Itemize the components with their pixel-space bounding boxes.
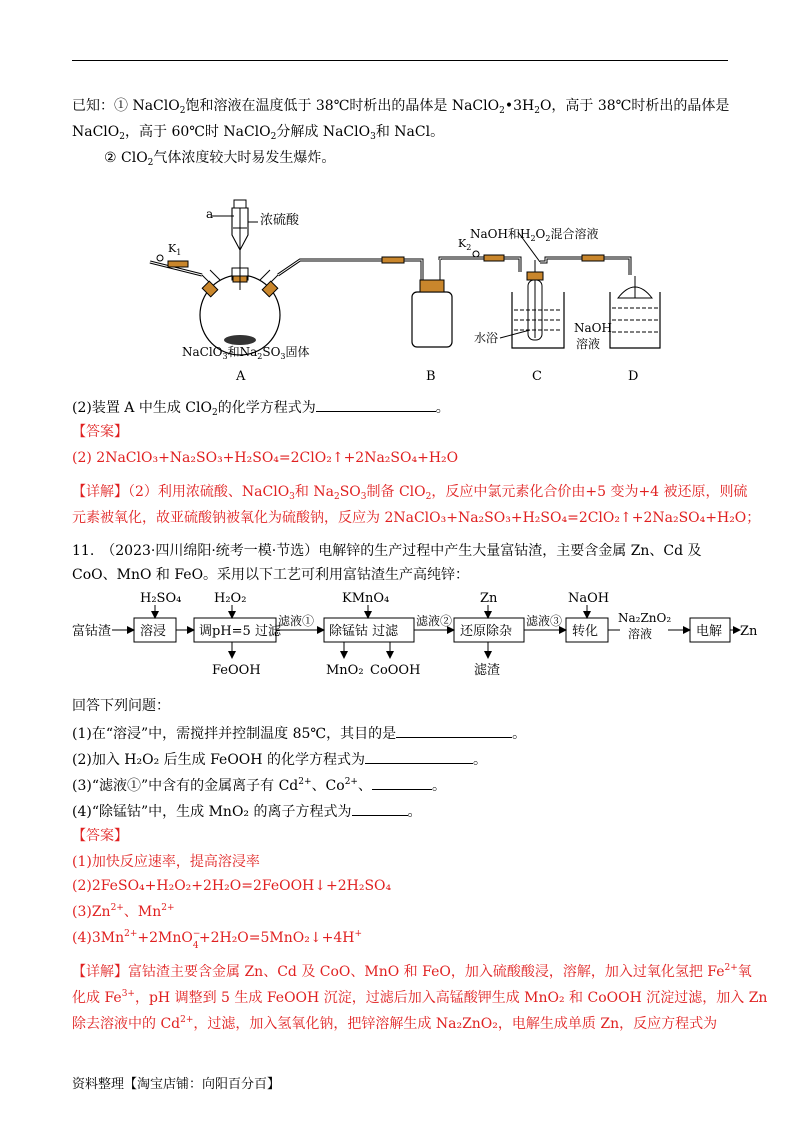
question-1: (1)在“溶浸”中，需搅拌并控制温度 85℃，其目的是 。 <box>72 723 526 743</box>
svg-text:a: a <box>206 207 214 221</box>
svg-text:滤液③: 滤液③ <box>526 614 563 628</box>
question-4: (4)“除锰钴”中，生成 MnO₂ 的离子方程式为 。 <box>72 801 422 821</box>
svg-text:C: C <box>532 369 542 384</box>
svg-text:滤液①: 滤液① <box>278 614 315 628</box>
svg-text:调pH=5 过滤: 调pH=5 过滤 <box>199 624 281 639</box>
question-2: (2)加入 H₂O₂ 后生成 FeOOH 的化学方程式为 。 <box>72 749 487 769</box>
svg-text:溶液: 溶液 <box>576 337 601 351</box>
q11-intro-1: 11. （2023·四川绵阳·统考一模·节选）电解锌的生产过程中产生大量富钴渣，主要含金属 Zn、Cd 及 <box>72 543 702 559</box>
footer-source: 资料整理【淘宝店铺：向阳百分百】 <box>72 1077 281 1092</box>
answers-label: 【答案】 <box>72 828 128 844</box>
svg-text:溶液: 溶液 <box>628 627 653 641</box>
solid-reagent <box>224 335 256 345</box>
answer-blank-1[interactable] <box>396 723 512 738</box>
beaker-d <box>610 292 660 348</box>
answer-blank[interactable] <box>316 397 436 412</box>
answer-blank-3[interactable] <box>372 775 432 790</box>
answer-4: $(4)3Mn^{2+}+2MnO$ − 4 +2H₂O=5MnO₂↓+4H+ <box>72 929 362 951</box>
svg-text:A: A <box>236 369 246 384</box>
svg-text:还原除杂: 还原除杂 <box>460 624 513 639</box>
answer-2: (2)2FeSO₄+H₂O₂+2H₂O=2FeOOH↓+2H₂SO₄ <box>72 878 392 894</box>
apparatus-diagram <box>140 180 680 390</box>
q2-detail-2: 元素被氧化，故亚硫酸钠被氧化为硫酸钠，反应为 2NaClO₃+Na₂SO₃+H₂SO₄=2ClO₂↑+2Na₂SO₄+H₂O； <box>72 510 761 526</box>
svg-text:MnO₂: MnO₂ <box>326 663 364 678</box>
svg-text:转化: 转化 <box>572 624 599 639</box>
q2-detail-1: 【详解】（2）利用浓硫酸、NaClO$_3$和 $Na_2SO_3$制备 ClO$_2$，反应中氯元素化合价由+5 变为+4 被还原，则硫 <box>72 484 748 502</box>
header-rule <box>72 60 728 61</box>
svg-text:H₂O₂: H₂O₂ <box>214 591 247 606</box>
answer-blank-4[interactable] <box>352 801 408 816</box>
svg-text:溶浸: 溶浸 <box>140 624 167 639</box>
detail-line-2: 化成 $Fe^{3+}$，pH 调整到 5 生成 FeOOH 沉淀，过滤后加入高锰酸钾生成 MnO₂ 和 CoOOH 沉淀过滤，加入 Zn <box>72 989 768 1006</box>
svg-text:浓硫酸: 浓硫酸 <box>260 213 300 228</box>
process-flow-chart-end <box>612 588 762 683</box>
detail-line-3: 除去溶液中的 $Cd^{2+}$，过滤，加入氢氧化钠，把锌溶解生成 Na₂ZnO₂，电解生成单质 Zn，反应方程式为 <box>72 1015 718 1032</box>
svg-text:水浴: 水浴 <box>474 331 499 345</box>
svg-text:滤渣: 滤渣 <box>474 663 501 678</box>
known-line-1: 已知：① NaClO$_2$饱和溶液在温度低于 38℃时析出的晶体是 $NaClO_2•3H_2O$，高于 38℃时析出的晶体是 <box>72 98 730 116</box>
svg-text:Zn: Zn <box>480 591 498 606</box>
svg-text:FeOOH: FeOOH <box>212 663 261 678</box>
svg-text:滤液②: 滤液② <box>416 614 453 628</box>
known-line-2: NaClO$_2$，高于 60℃时 NaClO$_2$分解成 NaClO$_3$和 NaCl。 <box>72 124 445 142</box>
svg-text:K2: $K_2$ <box>458 237 472 252</box>
q11-intro-2: CoO、MnO 和 FeO。采用以下工艺可利用富钴渣生产高纯锌： <box>72 567 470 583</box>
question-3: (3)“滤液①”中含有的金属离子有 $Cd^{2+}$、$Co^{2+}$、 。 <box>72 777 446 794</box>
flow-raw: 富钴渣 <box>72 624 112 639</box>
svg-text:Na₂ZnO₂: Na₂ZnO₂ <box>618 611 672 625</box>
svg-text:D: D <box>628 369 639 384</box>
svg-text:电解: 电解 <box>696 624 723 639</box>
bottle-b <box>412 292 452 347</box>
q2-answer: (2) 2NaClO₃+Na₂SO₃+H₂SO₄=2ClO₂↑+2Na₂SO₄+H₂O <box>72 450 459 466</box>
q2-answer-label: 【答案】 <box>72 424 128 440</box>
svg-text:K1: $K_1$ <box>168 242 182 257</box>
svg-text:除锰钴 过滤: 除锰钴 过滤 <box>329 624 399 639</box>
answer-3: $(3)Zn^{2+}$、$Mn^{2+}$ <box>72 903 175 920</box>
detail-line-1: 【详解】富钴渣主要含金属 Zn、Cd 及 CoO、MnO 和 FeO，加入硫酸酸浸，溶解，加入过氧化氢把 $Fe^{2+}$氧 <box>72 963 752 980</box>
answer-blank-2[interactable] <box>365 749 473 764</box>
known-line-3: ② ClO$_2$气体浓度较大时易发生爆炸。 <box>104 150 336 168</box>
q2-question: (2)装置 A 中生成 ClO$_2$的化学方程式为 。 <box>72 397 450 417</box>
answer-1: (1)加快反应速率，提高溶浸率 <box>72 854 260 870</box>
svg-text:KMnO₄: KMnO₄ <box>342 591 390 606</box>
svg-text:B: B <box>426 369 436 384</box>
svg-text:H₂SO₄: H₂SO₄ <box>140 591 182 606</box>
questions-intro: 回答下列问题： <box>72 698 170 714</box>
svg-text:NaClO3和Na2SO3固体: NaClO$_3$和$Na_2SO_3$固体 <box>182 345 310 361</box>
svg-text:NaOH和H2O2混合溶液: NaOH和$H_2O_2$混合溶液 <box>470 227 599 243</box>
svg-text:NaOH: NaOH <box>568 591 610 606</box>
svg-text:CoOOH: CoOOH <box>370 663 421 678</box>
svg-text:Zn: Zn <box>740 624 758 639</box>
process-flow-chart <box>72 588 692 683</box>
svg-text:NaOH: NaOH <box>574 321 612 335</box>
